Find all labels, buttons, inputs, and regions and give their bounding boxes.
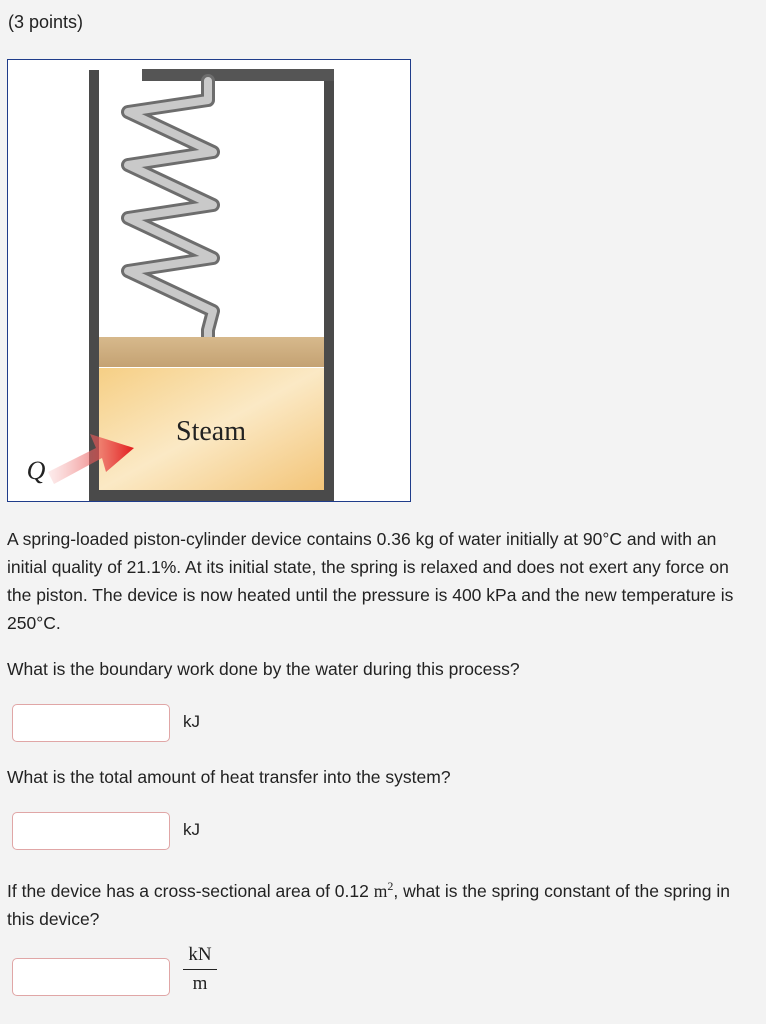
cylinder-bottom [89, 490, 334, 501]
heat-label: Q [26, 456, 46, 485]
spring [128, 81, 213, 338]
piston-cylinder-diagram [8, 60, 410, 501]
cylinder-right-wall [324, 70, 334, 501]
spring-constant-input[interactable] [12, 958, 170, 996]
unit-numerator: kN [183, 944, 217, 970]
piston-cylinder-figure [7, 59, 411, 502]
boundary-work-input[interactable] [12, 704, 170, 742]
top-plate [142, 69, 334, 81]
heat-transfer-unit: kJ [183, 820, 200, 839]
piston [99, 337, 324, 367]
heat-transfer-input[interactable] [12, 812, 170, 850]
question-text-part2: , what is the spring constant of the spring in this device? [7, 880, 730, 929]
unit-denominator: m [192, 973, 208, 994]
spring-constant-unit [183, 944, 217, 995]
steam-label: Steam [176, 416, 246, 447]
question-boundary-work: What is the boundary work done by the water during this process? [7, 659, 520, 679]
question-spring-constant [7, 872, 752, 933]
points-label: (3 points) [8, 12, 84, 32]
area-exponent: 2 [387, 879, 394, 893]
question-text-part1: If the device has a cross-sectional area of 0.12 [7, 880, 374, 901]
problem-description: A spring-loaded piston-cylinder device contains 0.36 kg of water initially at 90°C and with an initial quality of 21.1%. At its initial state, the spring is relaxed and does not exert any force on the piston. The device is now heated until the pressure is 400 kPa and the new temperature is 250°C. [7, 529, 734, 633]
area-unit: m [373, 880, 388, 901]
question-heat-transfer: What is the total amount of heat transfer into the system? [7, 767, 451, 787]
boundary-work-unit: kJ [183, 712, 200, 731]
